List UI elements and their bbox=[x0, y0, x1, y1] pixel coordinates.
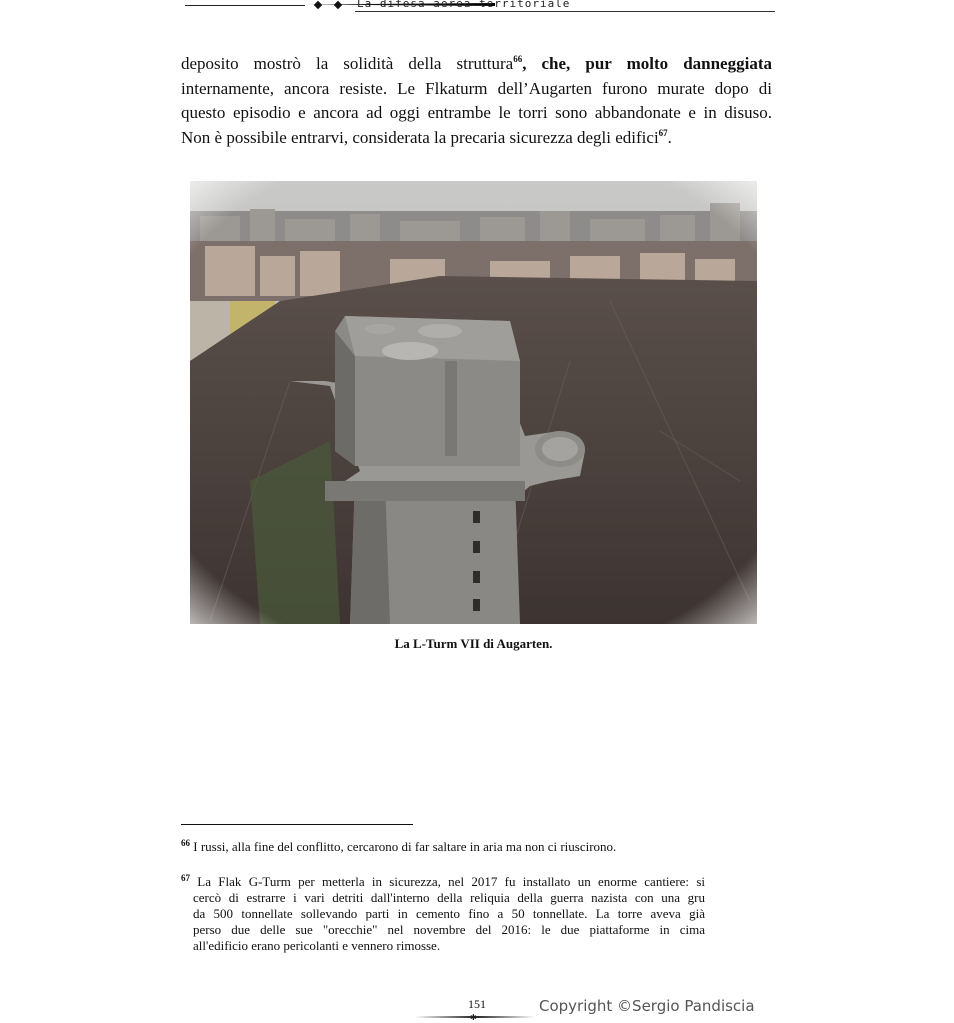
body-line-text: deposito mostrò la solidità della struttura bbox=[181, 54, 514, 73]
figure-caption: La L-Turm VII di Augarten. bbox=[394, 636, 553, 651]
header-rule bbox=[185, 5, 305, 6]
header-diamond-ornament bbox=[314, 1, 322, 9]
footnote-separator bbox=[181, 824, 413, 825]
page-number: 151 bbox=[468, 997, 486, 1011]
body-line-text: . bbox=[667, 127, 672, 147]
body-paragraph bbox=[181, 52, 772, 150]
body-line-text: Non è possibile entrarvi, considerata la precaria sicurezza degli edifici bbox=[181, 127, 659, 147]
footnote-ref-67[interactable]: 67 bbox=[658, 127, 668, 138]
body-line bbox=[181, 126, 772, 151]
footnote-66 bbox=[181, 835, 721, 855]
footnote-line: cercò di estrarre i vari detriti dall'interno della reliquia della guerra nazista con una gru bbox=[193, 890, 705, 905]
footnote-line bbox=[181, 870, 705, 890]
footnote-line: perso due delle sue "orecchie" nel novembre del 2016: le due piattaforme in cima bbox=[193, 922, 705, 937]
body-line: questo episodio e ancora ad oggi entrambe le torri sono abbandonate e in disuso. bbox=[181, 103, 772, 122]
header-title: La difesa aerea territoriale bbox=[357, 0, 571, 10]
footnote-mark: 67 bbox=[181, 873, 190, 883]
body-line bbox=[181, 52, 772, 77]
footnote-line: da 500 tonnellate sollevando parti in cemento fino a 50 tonnellate. La torre aveva già bbox=[193, 906, 705, 921]
header-diamond-ornament bbox=[334, 1, 342, 9]
figure-photo-flak-tower bbox=[190, 181, 757, 624]
footnote-ref-66[interactable]: 66 bbox=[513, 54, 523, 64]
footnote-line: all'edificio erano pericolanti e vennero rimosse. bbox=[193, 938, 441, 953]
footnote-67 bbox=[181, 870, 705, 954]
body-line-text: , che, pur molto danneggiata bbox=[522, 54, 772, 73]
footnote-text: La Flak G-Turm per metterla in sicurezza, nel 2017 fu installato un enorme cantiere: si bbox=[190, 874, 705, 889]
header-underline bbox=[355, 11, 775, 12]
footnote-mark: 66 bbox=[181, 838, 190, 848]
footer-ornament-icon: ✱ bbox=[470, 1013, 477, 1022]
copyright-notice: Copyright ©Sergio Pandiscia bbox=[539, 997, 755, 1015]
footnote-text: I russi, alla fine del conflitto, cercarono di far saltare in aria ma non ci riuscirono. bbox=[190, 839, 617, 854]
photo-illustration bbox=[190, 181, 757, 624]
running-header bbox=[185, 0, 775, 14]
body-line: internamente, ancora resiste. Le Flkaturm dell’Augarten furono murate dopo di bbox=[181, 78, 772, 98]
